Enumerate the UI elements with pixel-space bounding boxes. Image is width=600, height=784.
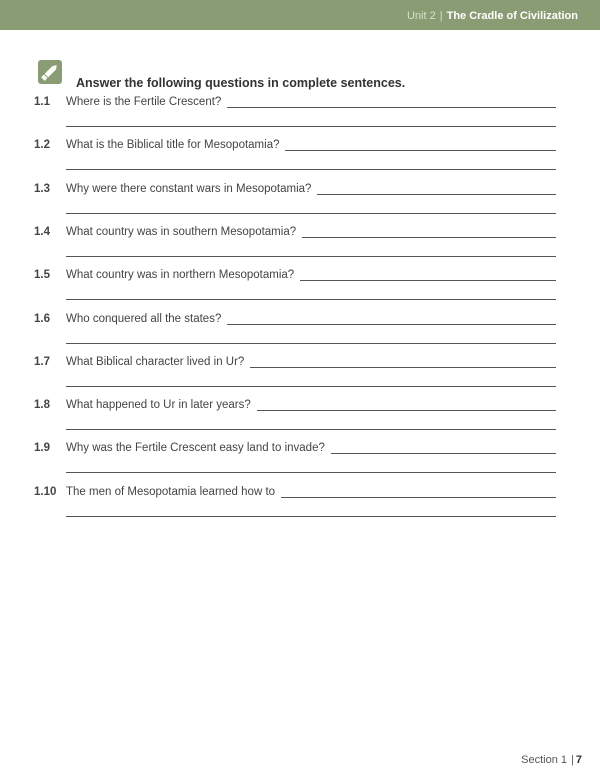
- answer-line: [302, 226, 556, 238]
- answer-line: [66, 343, 556, 344]
- answer-line: [250, 356, 556, 368]
- question-number: 1.4: [34, 226, 50, 238]
- answer-line: [66, 299, 556, 300]
- unit-title: The Cradle of Civilization: [446, 10, 578, 22]
- question-number: 1.1: [34, 96, 50, 108]
- question-text: Who conquered all the states?: [66, 313, 222, 325]
- question-text: What happened to Ur in later years?: [66, 399, 251, 411]
- question-line: [66, 269, 556, 281]
- question-text: Where is the Fertile Crescent?: [66, 96, 222, 108]
- answer-line: [300, 269, 556, 281]
- question-item: [34, 356, 556, 388]
- answer-line: [66, 516, 556, 517]
- answer-line: [66, 126, 556, 127]
- question-item: [34, 269, 556, 301]
- question-number: 1.3: [34, 183, 50, 195]
- question-item: [34, 442, 556, 474]
- question-line: [66, 356, 556, 368]
- answer-line: [331, 442, 556, 454]
- header-separator: |: [439, 10, 443, 22]
- question-line: [66, 486, 556, 498]
- section-label: Section 1: [521, 754, 568, 766]
- question-line: [66, 313, 556, 325]
- question-text: Why were there constant wars in Mesopotamia?: [66, 183, 312, 195]
- question-text: What Biblical character lived in Ur?: [66, 356, 245, 368]
- question-number: 1.6: [34, 313, 50, 325]
- question-number: 1.10: [34, 486, 57, 498]
- question-number: 1.7: [34, 356, 50, 368]
- answer-line: [66, 256, 556, 257]
- answer-line: [66, 472, 556, 473]
- question-line: [66, 183, 556, 195]
- answer-line: [66, 429, 556, 430]
- page-number: 7: [575, 754, 582, 766]
- answer-line: [227, 313, 556, 325]
- question-item: [34, 226, 556, 258]
- answer-line: [285, 139, 556, 151]
- question-item: [34, 399, 556, 431]
- question-item: [34, 486, 556, 518]
- answer-line: [66, 169, 556, 170]
- question-text: What country was in northern Mesopotamia?: [66, 269, 295, 281]
- header-title-line: [407, 10, 578, 22]
- question-text: What country was in southern Mesopotamia?: [66, 226, 297, 238]
- question-item: [34, 313, 556, 345]
- question-item: [34, 139, 556, 171]
- footer-separator: |: [571, 754, 574, 766]
- question-line: [66, 442, 556, 454]
- question-line: [66, 399, 556, 411]
- answer-line: [227, 96, 556, 108]
- question-number: 1.5: [34, 269, 50, 281]
- question-line: [66, 96, 556, 108]
- question-number: 1.8: [34, 399, 50, 411]
- footer: [521, 754, 582, 766]
- answer-line: [257, 399, 556, 411]
- header-bar: [0, 0, 600, 30]
- question-item: [34, 96, 556, 128]
- answer-line: [66, 386, 556, 387]
- question-text: What is the Biblical title for Mesopotamia?: [66, 139, 280, 151]
- pencil-icon: [38, 60, 62, 84]
- question-number: 1.2: [34, 139, 50, 151]
- instruction-text: Answer the following questions in complete sentences.: [76, 76, 406, 90]
- question-line: [66, 226, 556, 238]
- question-text: Why was the Fertile Crescent easy land to invade?: [66, 442, 325, 454]
- question-line: [66, 139, 556, 151]
- question-number: 1.9: [34, 442, 50, 454]
- unit-label: Unit 2: [406, 10, 436, 22]
- question-text: The men of Mesopotamia learned how to: [66, 486, 276, 498]
- question-item: [34, 183, 556, 215]
- answer-line: [317, 183, 556, 195]
- answer-line: [281, 486, 556, 498]
- answer-line: [66, 213, 556, 214]
